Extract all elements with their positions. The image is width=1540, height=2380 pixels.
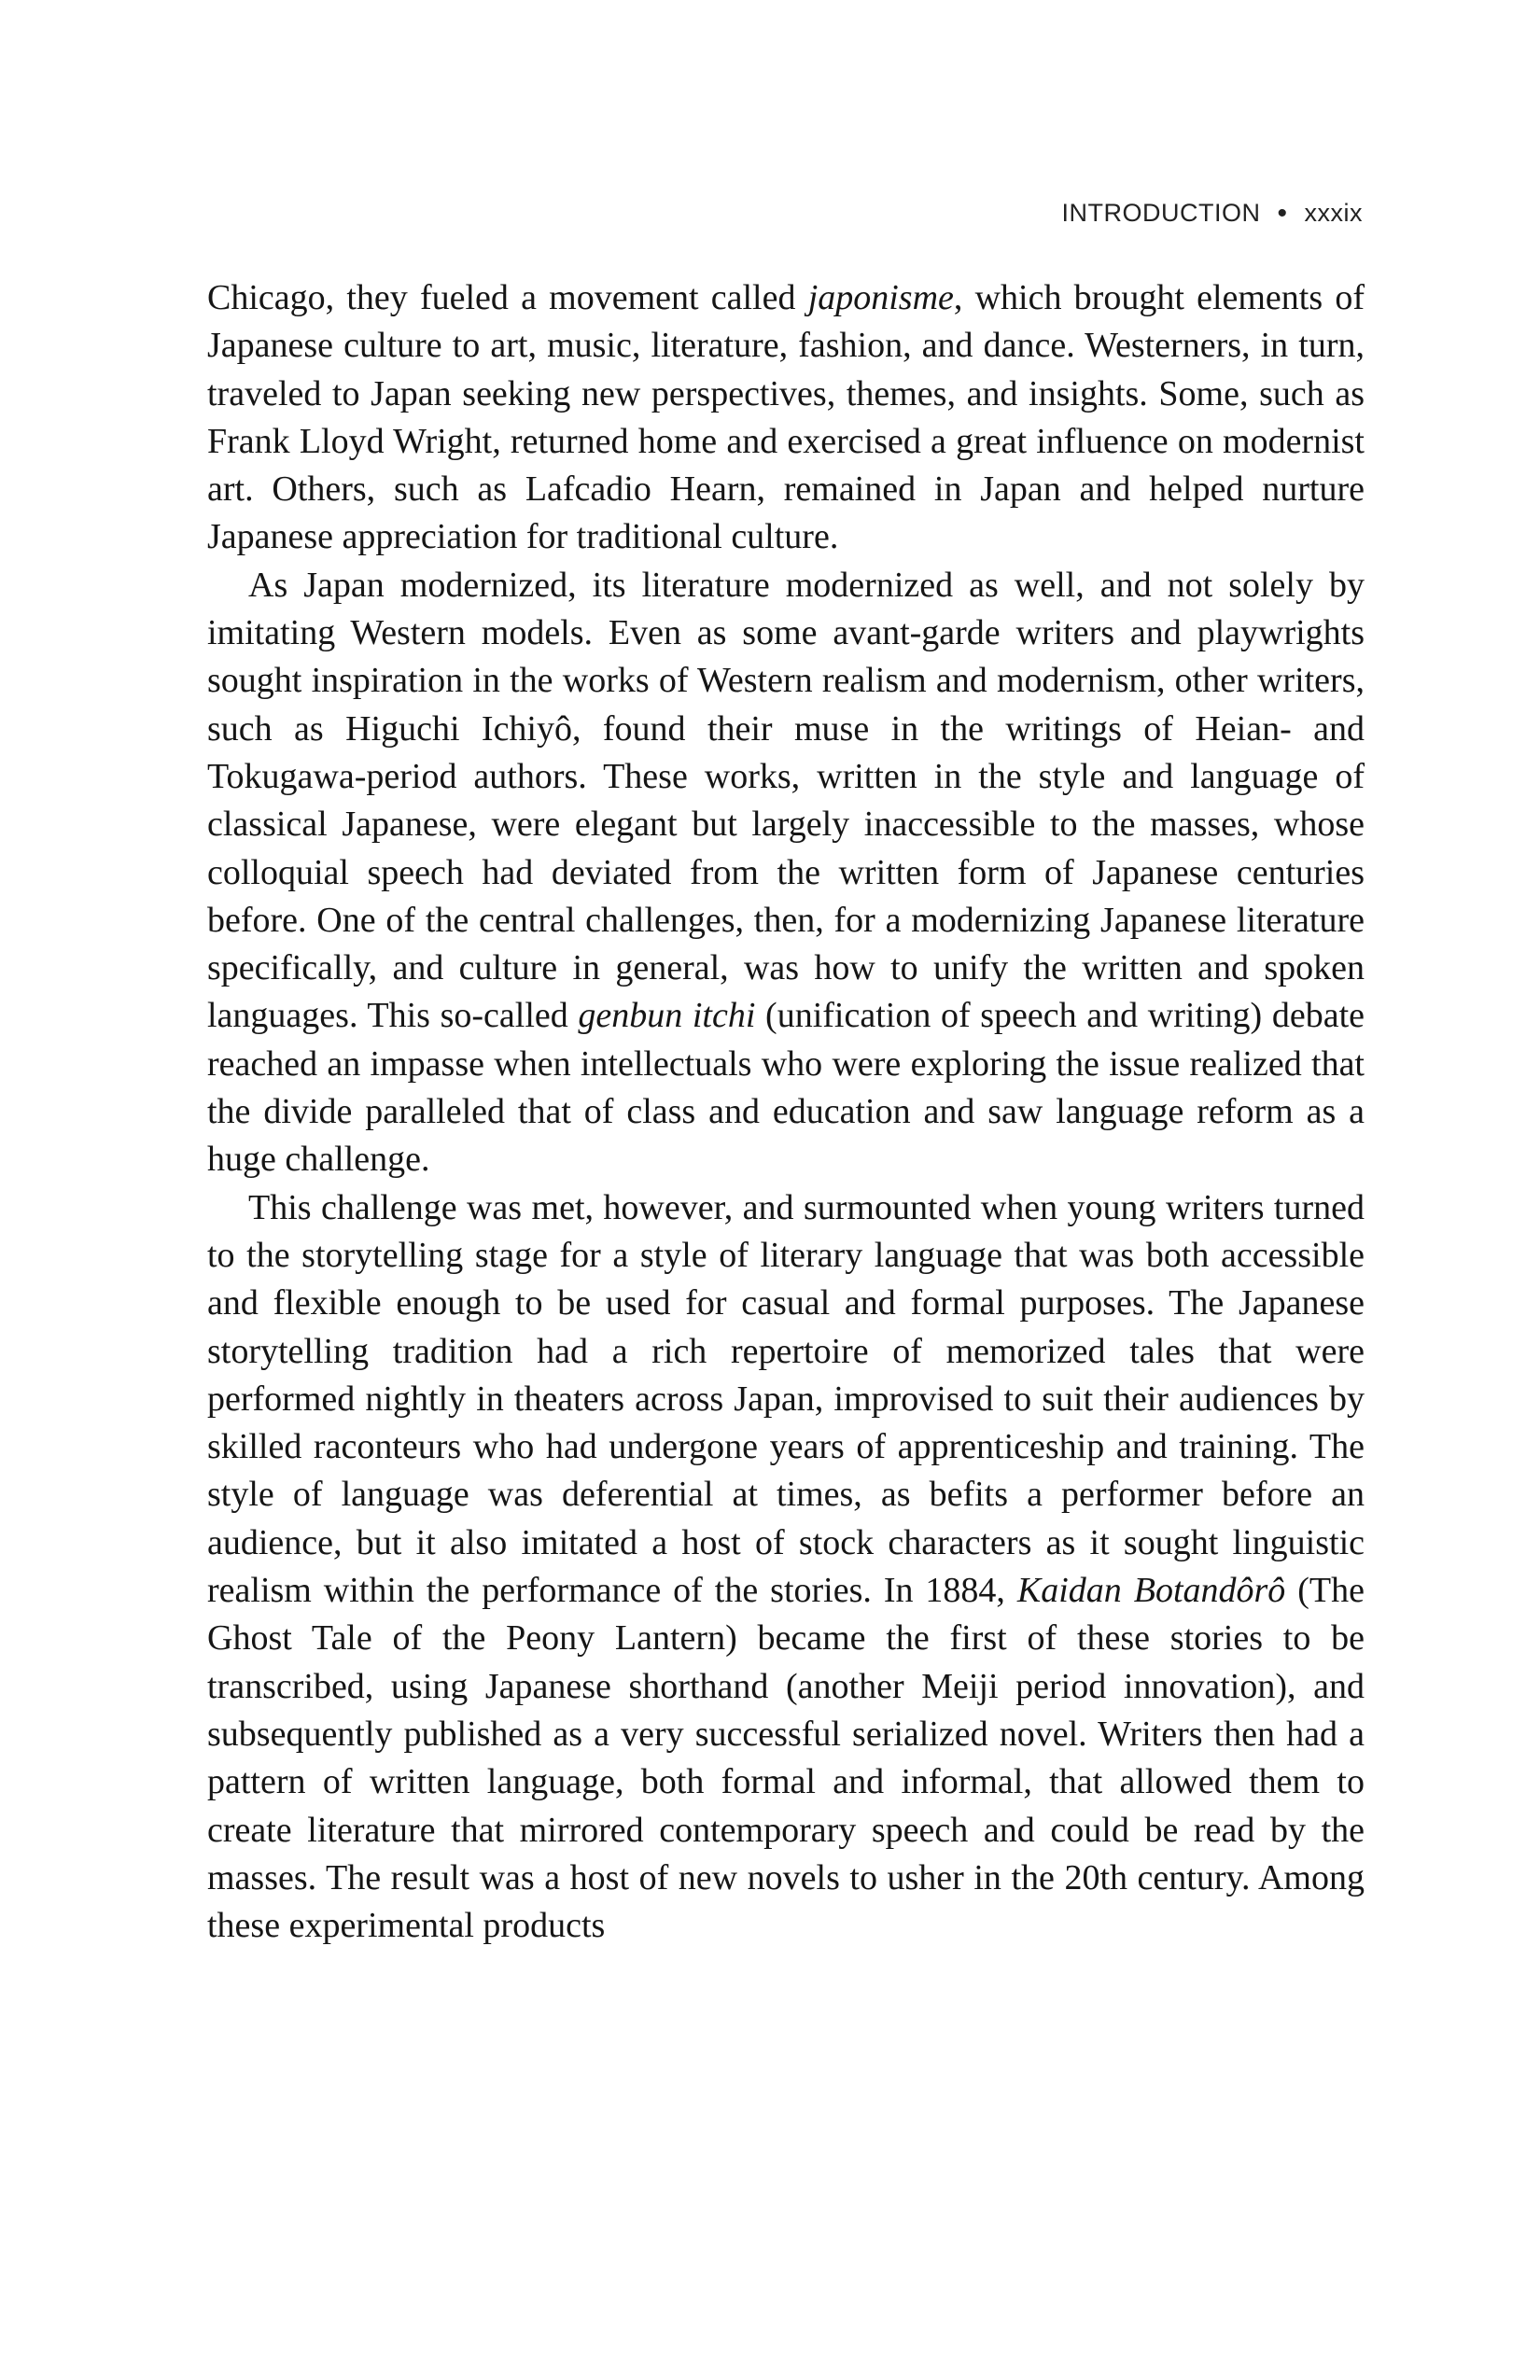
paragraph-1: [207, 274, 1365, 562]
paragraph-1-text-a: Chicago, they fueled a movement called: [207, 278, 808, 317]
paragraph-1-text-b: , which brought elements of Japanese culture to art, music, literature, fashion, and dance. Westerners, in turn, traveled to Japan seeking new perspectives, themes, and insights. Some, such as Frank Lloyd Wright, returned home and exercised a great influence on modernist art. Others, such as Lafcadio Hearn, remained in Japan and helped nurture Japanese appreciation for traditional culture.: [207, 278, 1365, 557]
section-title: INTRODUCTION: [1061, 199, 1261, 227]
paragraph-1-italic-term: japonisme: [807, 278, 954, 317]
body-text: [207, 274, 1365, 1950]
page-number: xxxix: [1304, 199, 1363, 227]
paragraph-3-text-b: (The Ghost Tale of the Peony Lantern) became the first of these stories to be transcribed, using Japanese shorthand (another Meiji period innovation), and subsequently published as a very successful serialized novel. Writers then had a pattern of written language, both formal and informal, that allowed them to create literature that mirrored contemporary speech and could be read by the masses. The result was a host of new novels to usher in the 20th century. Among these experimental products: [207, 1571, 1365, 1946]
paragraph-2-text-b: (unification of speech and writing) debate reached an impasse when intellectuals who were exploring the issue realized that the divide paralleled that of class and education and saw language reform as a huge challenge.: [207, 996, 1365, 1180]
paragraph-3-text-a: This challenge was met, however, and surmounted when young writers turned to the storytelling stage for a style of literary language that was both accessible and flexible enough to be used for casual and formal purposes. The Japanese storytelling tradition had a rich repertoire of memorized tales that were performed nightly in theaters across Japan, improvised to suit their audiences by skilled raconteurs who had undergone years of apprenticeship and training. The style of language was deferential at times, as befits a performer before an audience, but it also imitated a host of stock characters as it sought linguistic realism within the performance of the stories. In 1884,: [207, 1187, 1365, 1611]
paragraph-2-text-a: As Japan modernized, its literature modernized as well, and not solely by imitating Western models. Even as some avant-garde writers and playwrights sought inspiration in the works of Western realism and modernism, other writers, such as Higuchi Ichiyô, found their muse in the writings of Heian- and Tokugawa-period authors. These works, written in the style and language of classical Japanese, were elegant but largely inaccessible to the masses, whose colloquial speech had deviated from the written form of Japanese centuries before. One of the central challenges, then, for a modernizing Japanese literature specifically, and culture in general, was how to unify the written and spoken languages. This so-called: [207, 565, 1365, 1036]
paragraph-2-italic-term: genbun itchi: [578, 996, 756, 1036]
paragraph-2: [207, 562, 1365, 1184]
paragraph-3-italic-title: Kaidan Botandôrô: [1016, 1571, 1286, 1611]
paragraph-3: [207, 1184, 1365, 1951]
running-header: [1062, 198, 1364, 230]
bullet-separator: •: [1277, 198, 1288, 229]
